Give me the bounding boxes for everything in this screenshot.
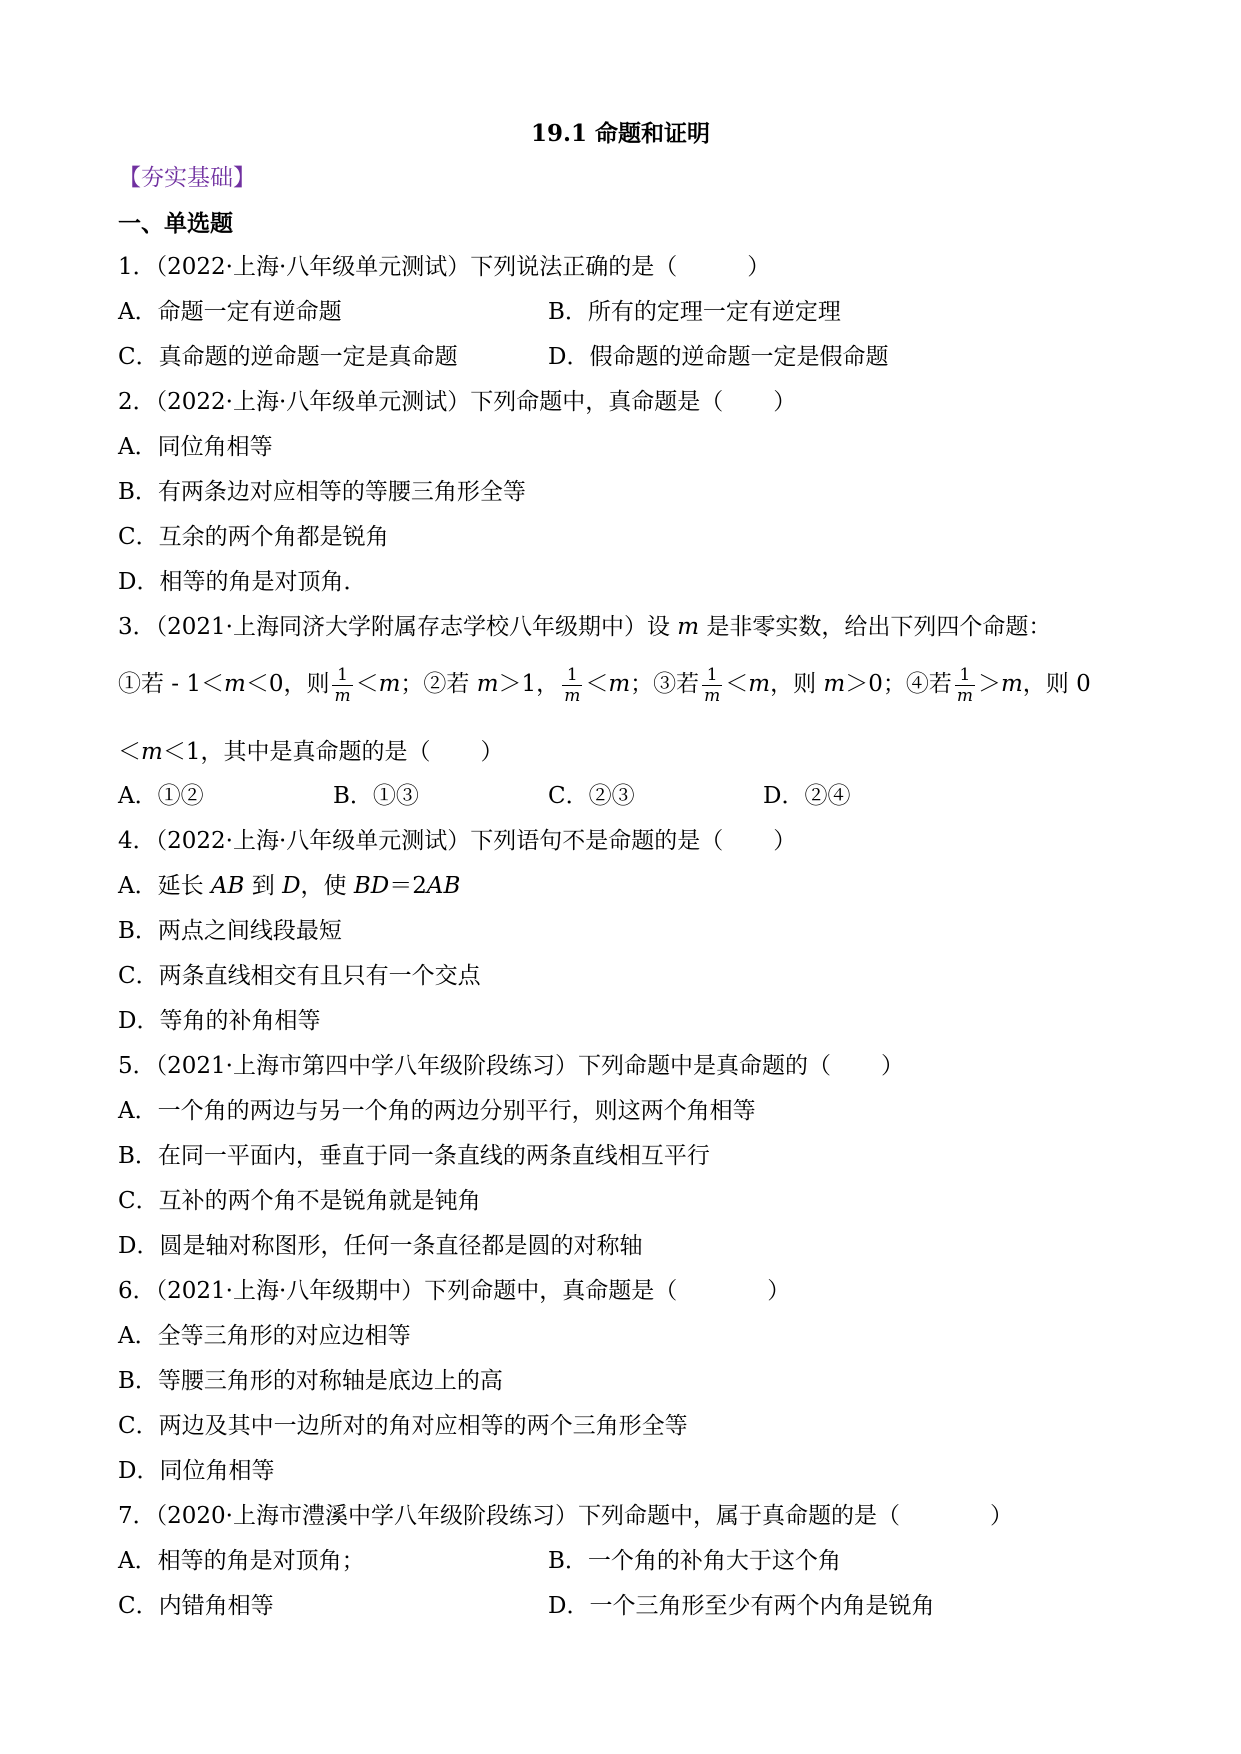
page-title: 19.1 命题和证明	[530, 120, 711, 147]
question-7-stem: 7．（2020·上海市澧溪中学八年级阶段练习）下列命题中，属于真命题的是（ ）	[118, 1503, 1013, 1529]
q7-option-d: D．一个三角形至少有两个内角是锐角	[548, 1593, 935, 1619]
q4-option-c: C．两条直线相交有且只有一个交点	[118, 963, 481, 989]
q6-option-d: D．同位角相等	[118, 1458, 275, 1484]
q7-option-b: B．一个角的补角大于这个角	[548, 1548, 841, 1574]
q4-option-d: D．等角的补角相等	[118, 1008, 321, 1034]
q6-option-a: A．全等三角形的对应边相等	[118, 1323, 411, 1349]
question-1-stem: 1．（2022·上海·八年级单元测试）下列说法正确的是（ ）	[118, 254, 771, 280]
q6-option-b: B．等腰三角形的对称轴是底边上的高	[118, 1368, 503, 1394]
q3-option-d: D．②④	[763, 783, 851, 809]
question-4-stem: 4．（2022·上海·八年级单元测试）下列语句不是命题的是（ ）	[118, 828, 797, 854]
q6-option-c: C．两边及其中一边所对的角对应相等的两个三角形全等	[118, 1413, 688, 1439]
fraction-1-over-m: $\frac{1}{m}$	[956, 664, 973, 706]
q2-option-c: C．互余的两个角都是锐角	[118, 524, 389, 550]
question-5-stem: 5．（2021·上海市第四中学八年级阶段练习）下列命题中是真命题的（ ）	[118, 1053, 904, 1079]
q1-option-a: A．命题一定有逆命题	[118, 299, 342, 325]
fraction-1-over-m: $\frac{1}{m}$	[704, 664, 721, 706]
q5-option-b: B．在同一平面内，垂直于同一条直线的两条直线相互平行	[118, 1143, 710, 1169]
q3-option-c: C．②③	[548, 783, 635, 809]
q2-option-d: D．相等的角是对顶角．	[118, 569, 367, 595]
fraction-1-over-m: $\frac{1}{m}$	[334, 664, 351, 706]
fraction-1-over-m: $\frac{1}{m}$	[564, 664, 581, 706]
q5-option-a: A．一个角的两边与另一个角的两边分别平行，则这两个角相等	[118, 1098, 756, 1124]
question-3-stem-end: ＜m＜1，其中是真命题的是（ ）	[118, 739, 504, 765]
q1-option-b: B．所有的定理一定有逆定理	[548, 299, 841, 325]
question-6-stem: 6．（2021·上海·八年级期中）下列命题中，真命题是（ ）	[118, 1278, 791, 1304]
question-2-stem: 2．（2022·上海·八年级单元测试）下列命题中，真命题是（ ）	[118, 389, 797, 415]
q5-option-d: D．圆是轴对称图形，任何一条直径都是圆的对称轴	[118, 1233, 643, 1259]
section-heading: 一、单选题	[118, 210, 233, 237]
q1-option-d: D．假命题的逆命题一定是假命题	[548, 344, 889, 370]
q3-option-b: B．①③	[333, 783, 419, 809]
question-3-stem: 3．（2021·上海同济大学附属存志学校八年级期中）设 m 是非零实数，给出下列四个命题：	[118, 614, 1052, 640]
q4-option-b: B．两点之间线段最短	[118, 918, 342, 944]
q3-option-a: A．①②	[118, 783, 204, 809]
q7-option-c: C．内错角相等	[118, 1593, 274, 1619]
q4-option-a: A．延长 AB 到 D，使 BD＝2AB	[118, 873, 461, 899]
q2-option-b: B．有两条边对应相等的等腰三角形全等	[118, 479, 526, 505]
q2-option-a: A．同位角相等	[118, 434, 273, 460]
section-tag: 【夯实基础】	[118, 165, 256, 191]
q7-option-a: A．相等的角是对顶角；	[118, 1548, 365, 1574]
question-3-propositions: ①若 - 1＜m＜0，则 $\frac{1}{m}$ ＜m；②若 m＞1， $\frac{1}{m}$ ＜m；③若 $\frac{1}{m}$ ＜m，则 m＞0；④若 $\frac{1}{m}$ ＞m，则 0	[118, 664, 1091, 706]
q1-option-c: C．真命题的逆命题一定是真命题	[118, 344, 458, 370]
q5-option-c: C．互补的两个角不是锐角就是钝角	[118, 1188, 481, 1214]
